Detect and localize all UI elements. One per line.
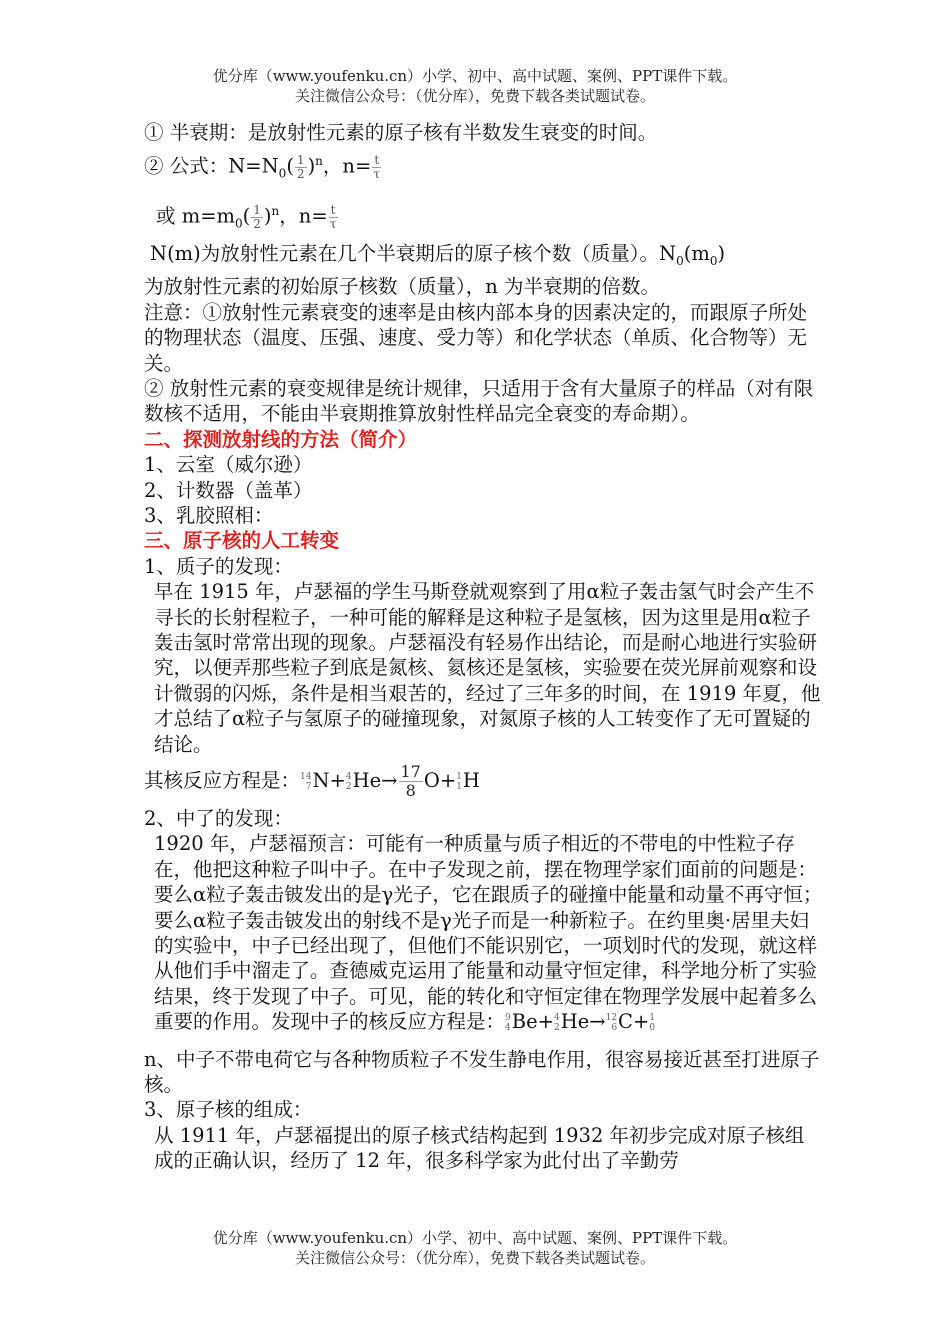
footer-line-1: 优分库（www.youfenku.cn）小学、初中、高中试题、案例、PPT课件下载。 [212,1229,738,1247]
helium-nuclide: 4 2 [553,1012,560,1033]
header-line-1: 优分库（www.youfenku.cn）小学、初中、高中试题、案例、PPT课件下载。 [212,67,738,85]
oxygen-nuclide: $\frac{17}{8}$ [400,762,421,801]
document-body [144,120,824,1174]
header-line-2: 关注微信公众号：（优分库），免费下载各类试题试卷。 [294,87,655,105]
formula-m: 或 $m=m_0$( $\frac{1}{2}$ )$^n$，n= $\frac{t}{\tau}$ [156,202,337,231]
subsection-proton: 1、质子的发现： [144,554,293,578]
neutron-discovery-text: 1920 年，卢瑟福预言：可能有一种质量与质子相近的不带电的中性粒子存在，他把这种粒子叫中子。在中子发现之前，摆在物理学家们面前的问题是：要么α粒子轰击铍发出的是γ光子，它在跟质子的碰撞中能量和动量不再守恒；要么α粒子轰击铍发出的射线不是γ光子而是一种新粒子。在约里奥·居里夫妇的实验中，中子已经出现了，但他们不能识别它，一项划时代的发现，就这样从他们手中溜走了。查德威克运用了能量和动量守恒定律，科学地分析了实验结果，终于发现了中子。可见，能的转化和守恒定律在物理学发展中起着多么重要的作用。发现中子的核反应方程是： 9 4 Be+ 4 2 He→ 12 6 C+ 1 0 [154,832,823,1034]
subsection-neutron: 2、中了的发现： [144,807,293,831]
section-heading-transmutation: 三、原子核的人工转变 [144,529,340,553]
reaction-equation-1: 其核反应方程是： 14 7 N+ 4 2 He→ $\frac{17}{8}$ O+ 1 1 H [144,762,480,801]
hydrogen-nuclide: 1 1 [456,771,462,792]
half-fraction: $\frac{1}{2}$ [296,152,305,181]
detection-item-2: 2、计数器（盖革） [144,478,313,502]
beryllium-nuclide: 9 4 [505,1012,511,1033]
note-1: 注意：①放射性元素衰变的速率是由核内部本身的因素决定的，而跟原子所处的物理状态（温度、压强、速度、受力等）和化学状态（单质、化合物等）无关。 [144,300,808,375]
neutron-nuclide: 1 0 [649,1012,656,1033]
formula-explanation: N(m)为放射性元素在几个半衰期后的原子核个数（质量）。$N_0(m_0)$ [150,242,726,268]
neutron-property-text: n、中子不带电荷它与各种物质粒子不发生静电作用，很容易接近甚至打进原子核。 [144,1047,820,1097]
note-2: ② 放射性元素的衰变规律是统计规律，只适用于含有大量原子的样品（对有限数核不适用，不能由半衰期推算放射性样品完全衰变的寿命期）。 [144,376,814,426]
carbon-nuclide: 12 6 [605,1012,618,1033]
footer-line-2: 关注微信公众号：（优分库），免费下载各类试题试卷。 [294,1249,655,1267]
nucleus-composition-text: 从 1911 年，卢瑟福提出的原子核式结构起到 1932 年初步完成对原子核组成的正确认识，经历了 12 年，很多科学家为此付出了辛勤劳 [154,1123,805,1173]
helium-nuclide: 4 2 [345,771,352,792]
page-header [0,66,950,106]
formula-n: ② 公式：$N=N_0$( $\frac{1}{2}$ )$^n$，n= $\frac{t}{\tau}$ [144,152,381,181]
subsection-nucleus-composition: 3、原子核的组成： [144,1098,313,1122]
half-life-definition: ① 半衰期：是放射性元素的原子核有半数发生衰变的时间。 [144,121,658,144]
half-fraction: $\frac{1}{2}$ [253,202,261,231]
detection-item-1: 1、云室（威尔逊） [144,453,313,477]
t-over-tau-fraction: $\frac{t}{\tau}$ [329,202,337,231]
page-footer [0,1228,950,1268]
t-over-tau-fraction: $\frac{t}{\tau}$ [373,152,381,181]
proton-discovery-text: 早在 1915 年，卢瑟福的学生马斯登就观察到了用α粒子轰击氢气时会产生不寻长的长射程粒子，一种可能的解释是这种粒子是氢核，因为这里是用α粒子轰击氢时常常出现的现象。卢瑟福没有轻易作出结论，而是耐心地进行实验研究，以便弄那些粒子到底是氮核、氦核还是氢核，实验要在荧光屏前观察和设计微弱的闪烁，条件是相当艰苦的，经过了三年多的时间，在 1919 年夏，他才总结了α粒子与氢原子的碰撞现象，对氮原子核的人工转变作了无可置疑的结论。 [154,580,821,756]
detection-item-3: 3、乳胶照相： [144,503,274,527]
formula-explanation-2: 为放射性元素的初始原子核数（质量），n 为半衰期的倍数。 [144,275,661,299]
nitrogen-nuclide: 14 7 [300,771,312,792]
section-heading-detection: 二、探测放射线的方法（简介） [144,427,418,451]
